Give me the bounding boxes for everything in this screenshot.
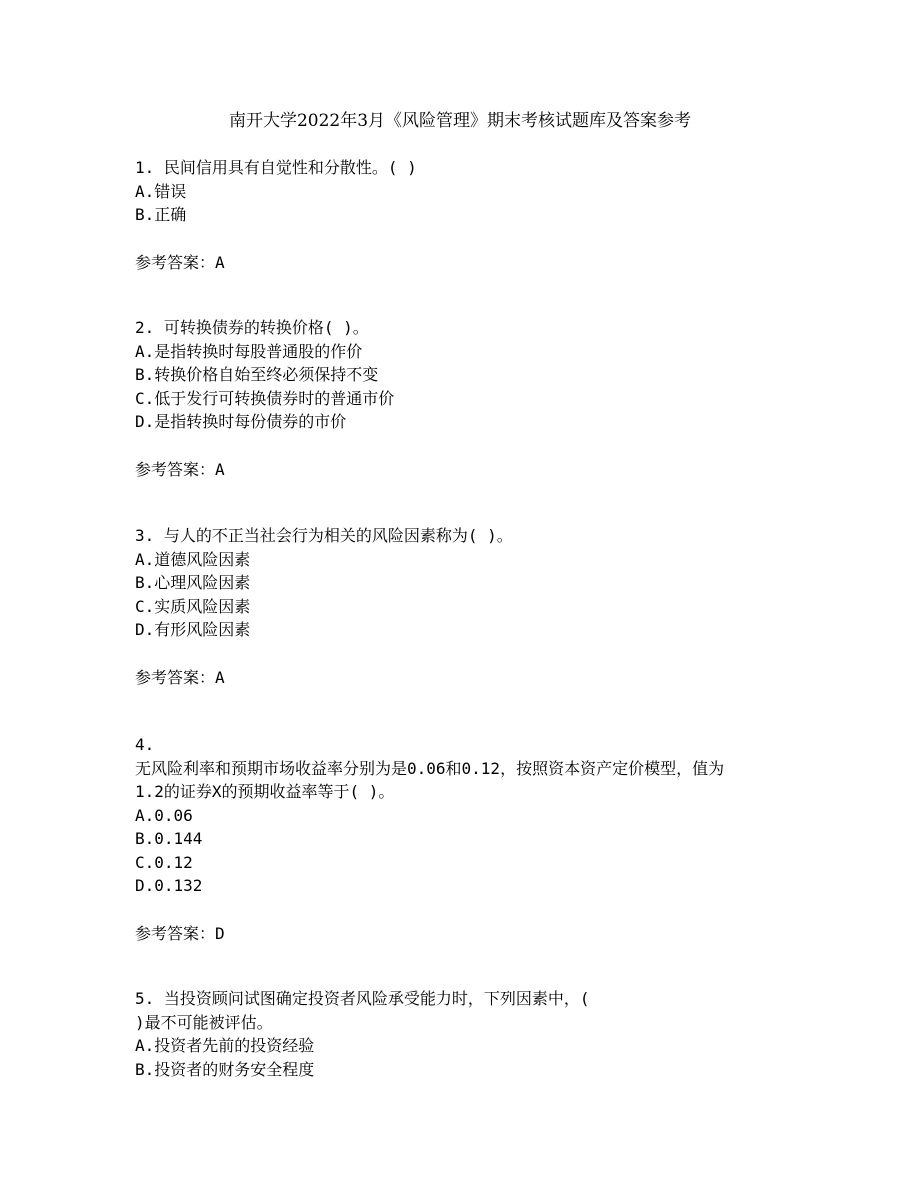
option-a: A.0.06	[135, 805, 193, 825]
option-c: C.实质风险因素	[135, 596, 251, 616]
option-d: D.是指转换时每份债券的市价	[135, 412, 347, 431]
question-stem: 2. 可转换债券的转换价格( )。	[135, 318, 369, 337]
option-a: A.错误	[135, 181, 187, 201]
option-b: B.转换价格自始至终必须保持不变	[135, 365, 379, 384]
question-stem-continued: 1.2的证券X的预期收益率等于( )。	[135, 782, 395, 801]
option-b: B.0.144	[135, 829, 203, 848]
option-c: C.0.12	[135, 852, 193, 872]
document-title: 南开大学2022年3月《风险管理》期末考核试题库及答案参考	[228, 111, 692, 131]
question-stem: 5. 当投资顾问试图确定投资者风险承受能力时，下列因素中，(	[135, 989, 590, 1008]
answer-text: 参考答案：A	[135, 459, 225, 479]
answer-text: 参考答案：A	[135, 667, 225, 687]
question-5	[135, 987, 805, 1081]
option-b: B.正确	[135, 205, 187, 224]
option-b: B.投资者的财务安全程度	[135, 1059, 315, 1079]
question-stem: 1. 民间信用具有自觉性和分散性。( )	[135, 158, 417, 177]
answer-text: 参考答案：D	[135, 923, 225, 943]
option-a: A.是指转换时每股普通股的作价	[135, 341, 363, 361]
answer-text: 参考答案：A	[135, 252, 225, 272]
question-3	[135, 524, 805, 689]
question-4	[135, 733, 805, 945]
option-c: C.低于发行可转换债券时的普通市价	[135, 388, 395, 408]
option-a: A.道德风险因素	[135, 549, 251, 569]
option-b: B.心理风险因素	[135, 573, 251, 592]
question-1	[135, 156, 805, 274]
question-2	[135, 316, 805, 481]
question-stem: 无风险利率和预期市场收益率分别为是0.06和0.12，按照资本资产定价模型，值为	[135, 758, 725, 778]
option-a: A.投资者先前的投资经验	[135, 1036, 315, 1055]
option-d: D.有形风险因素	[135, 620, 251, 639]
question-stem-continued: )最不可能被评估。	[135, 1012, 273, 1032]
question-stem: 3. 与人的不正当社会行为相关的风险因素称为( )。	[135, 526, 513, 545]
question-number: 4.	[135, 735, 155, 754]
option-d: D.0.132	[135, 876, 203, 895]
